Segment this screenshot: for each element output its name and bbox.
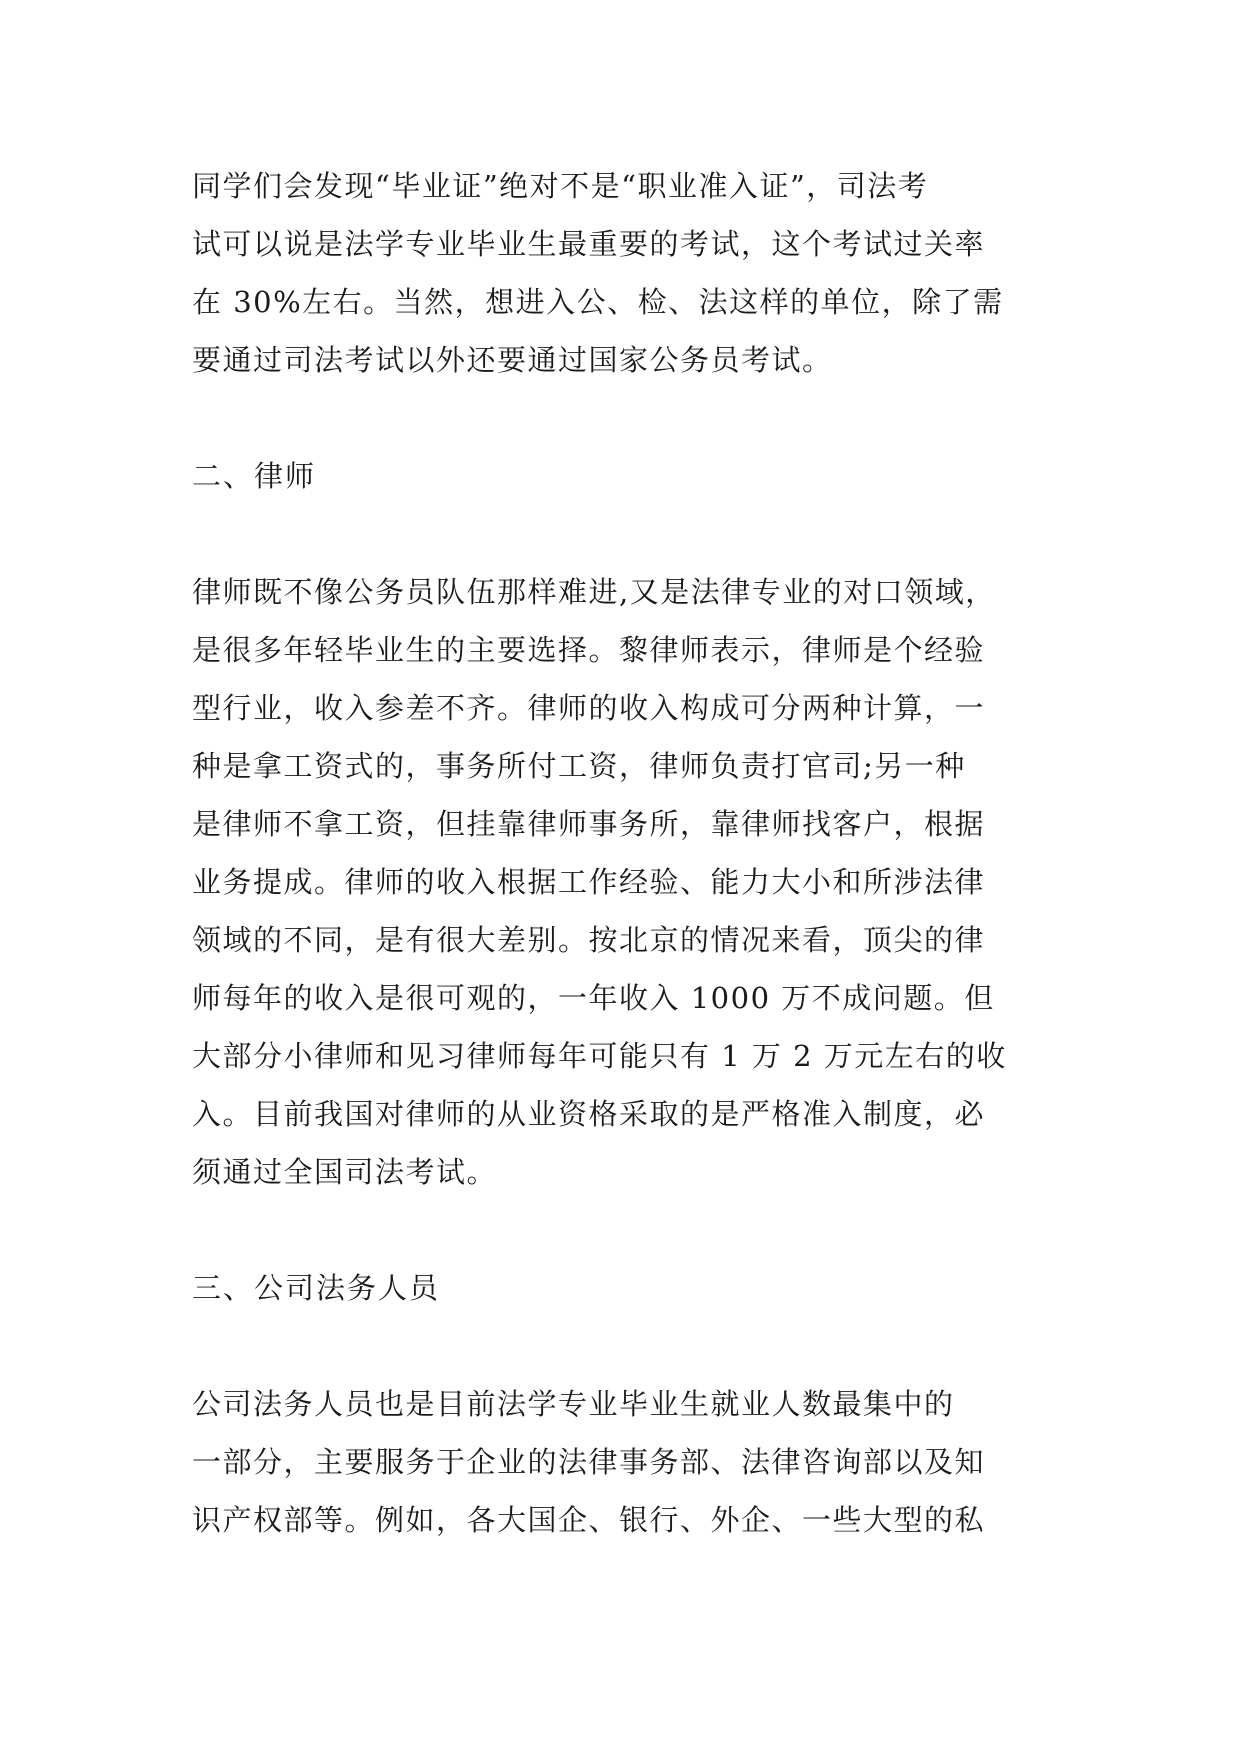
paragraph-line: 领域的不同，是有很大差别。按北京的情况来看，顶尖的律 [192, 923, 986, 957]
paragraph-line: 要通过司法考试以外还要通过国家公务员考试。 [192, 343, 833, 377]
paragraph-line: 型行业，收入参差不齐。律师的收入构成可分两种计算，一 [192, 691, 986, 725]
section-heading-corporate-legal: 三、公司法务人员 [192, 1271, 441, 1305]
paragraph-line: 大部分小律师和见习律师每年可能只有 1 万 2 万元左右的收 [192, 1039, 1007, 1073]
paragraph-line: 公司法务人员也是目前法学专业毕业生就业人数最集中的 [192, 1387, 955, 1421]
paragraph-line: 试可以说是法学专业毕业生最重要的考试，这个考试过关率 [192, 227, 986, 261]
paragraph-line: 须通过全国司法考试。 [192, 1155, 498, 1189]
paragraph-line: 在 30%左右。当然，想进入公、检、法这样的单位，除了需 [192, 285, 1004, 319]
paragraph-line: 律师既不像公务员队伍那样难进,又是法律专业的对口领域， [192, 575, 996, 609]
paragraph-line: 同学们会发现“毕业证”绝对不是“职业准入证”，司法考 [192, 169, 929, 203]
paragraph-line: 入。目前我国对律师的从业资格采取的是严格准入制度，必 [192, 1097, 986, 1131]
paragraph-line: 一部分，主要服务于企业的法律事务部、法律咨询部以及知 [192, 1445, 986, 1479]
paragraph-line: 是律师不拿工资，但挂靠律师事务所，靠律师找客户，根据 [192, 807, 986, 841]
paragraph-line: 是很多年轻毕业生的主要选择。黎律师表示，律师是个经验 [192, 633, 986, 667]
paragraph-line: 业务提成。律师的收入根据工作经验、能力大小和所涉法律 [192, 865, 986, 899]
paragraph-line: 师每年的收入是很可观的，一年收入 1000 万不成问题。但 [192, 981, 995, 1015]
paragraph-line: 识产权部等。例如，各大国企、银行、外企、一些大型的私 [192, 1503, 986, 1537]
section-heading-lawyer: 二、律师 [192, 459, 317, 493]
paragraph-line: 种是拿工资式的，事务所付工资，律师负责打官司;另一种 [192, 749, 966, 783]
